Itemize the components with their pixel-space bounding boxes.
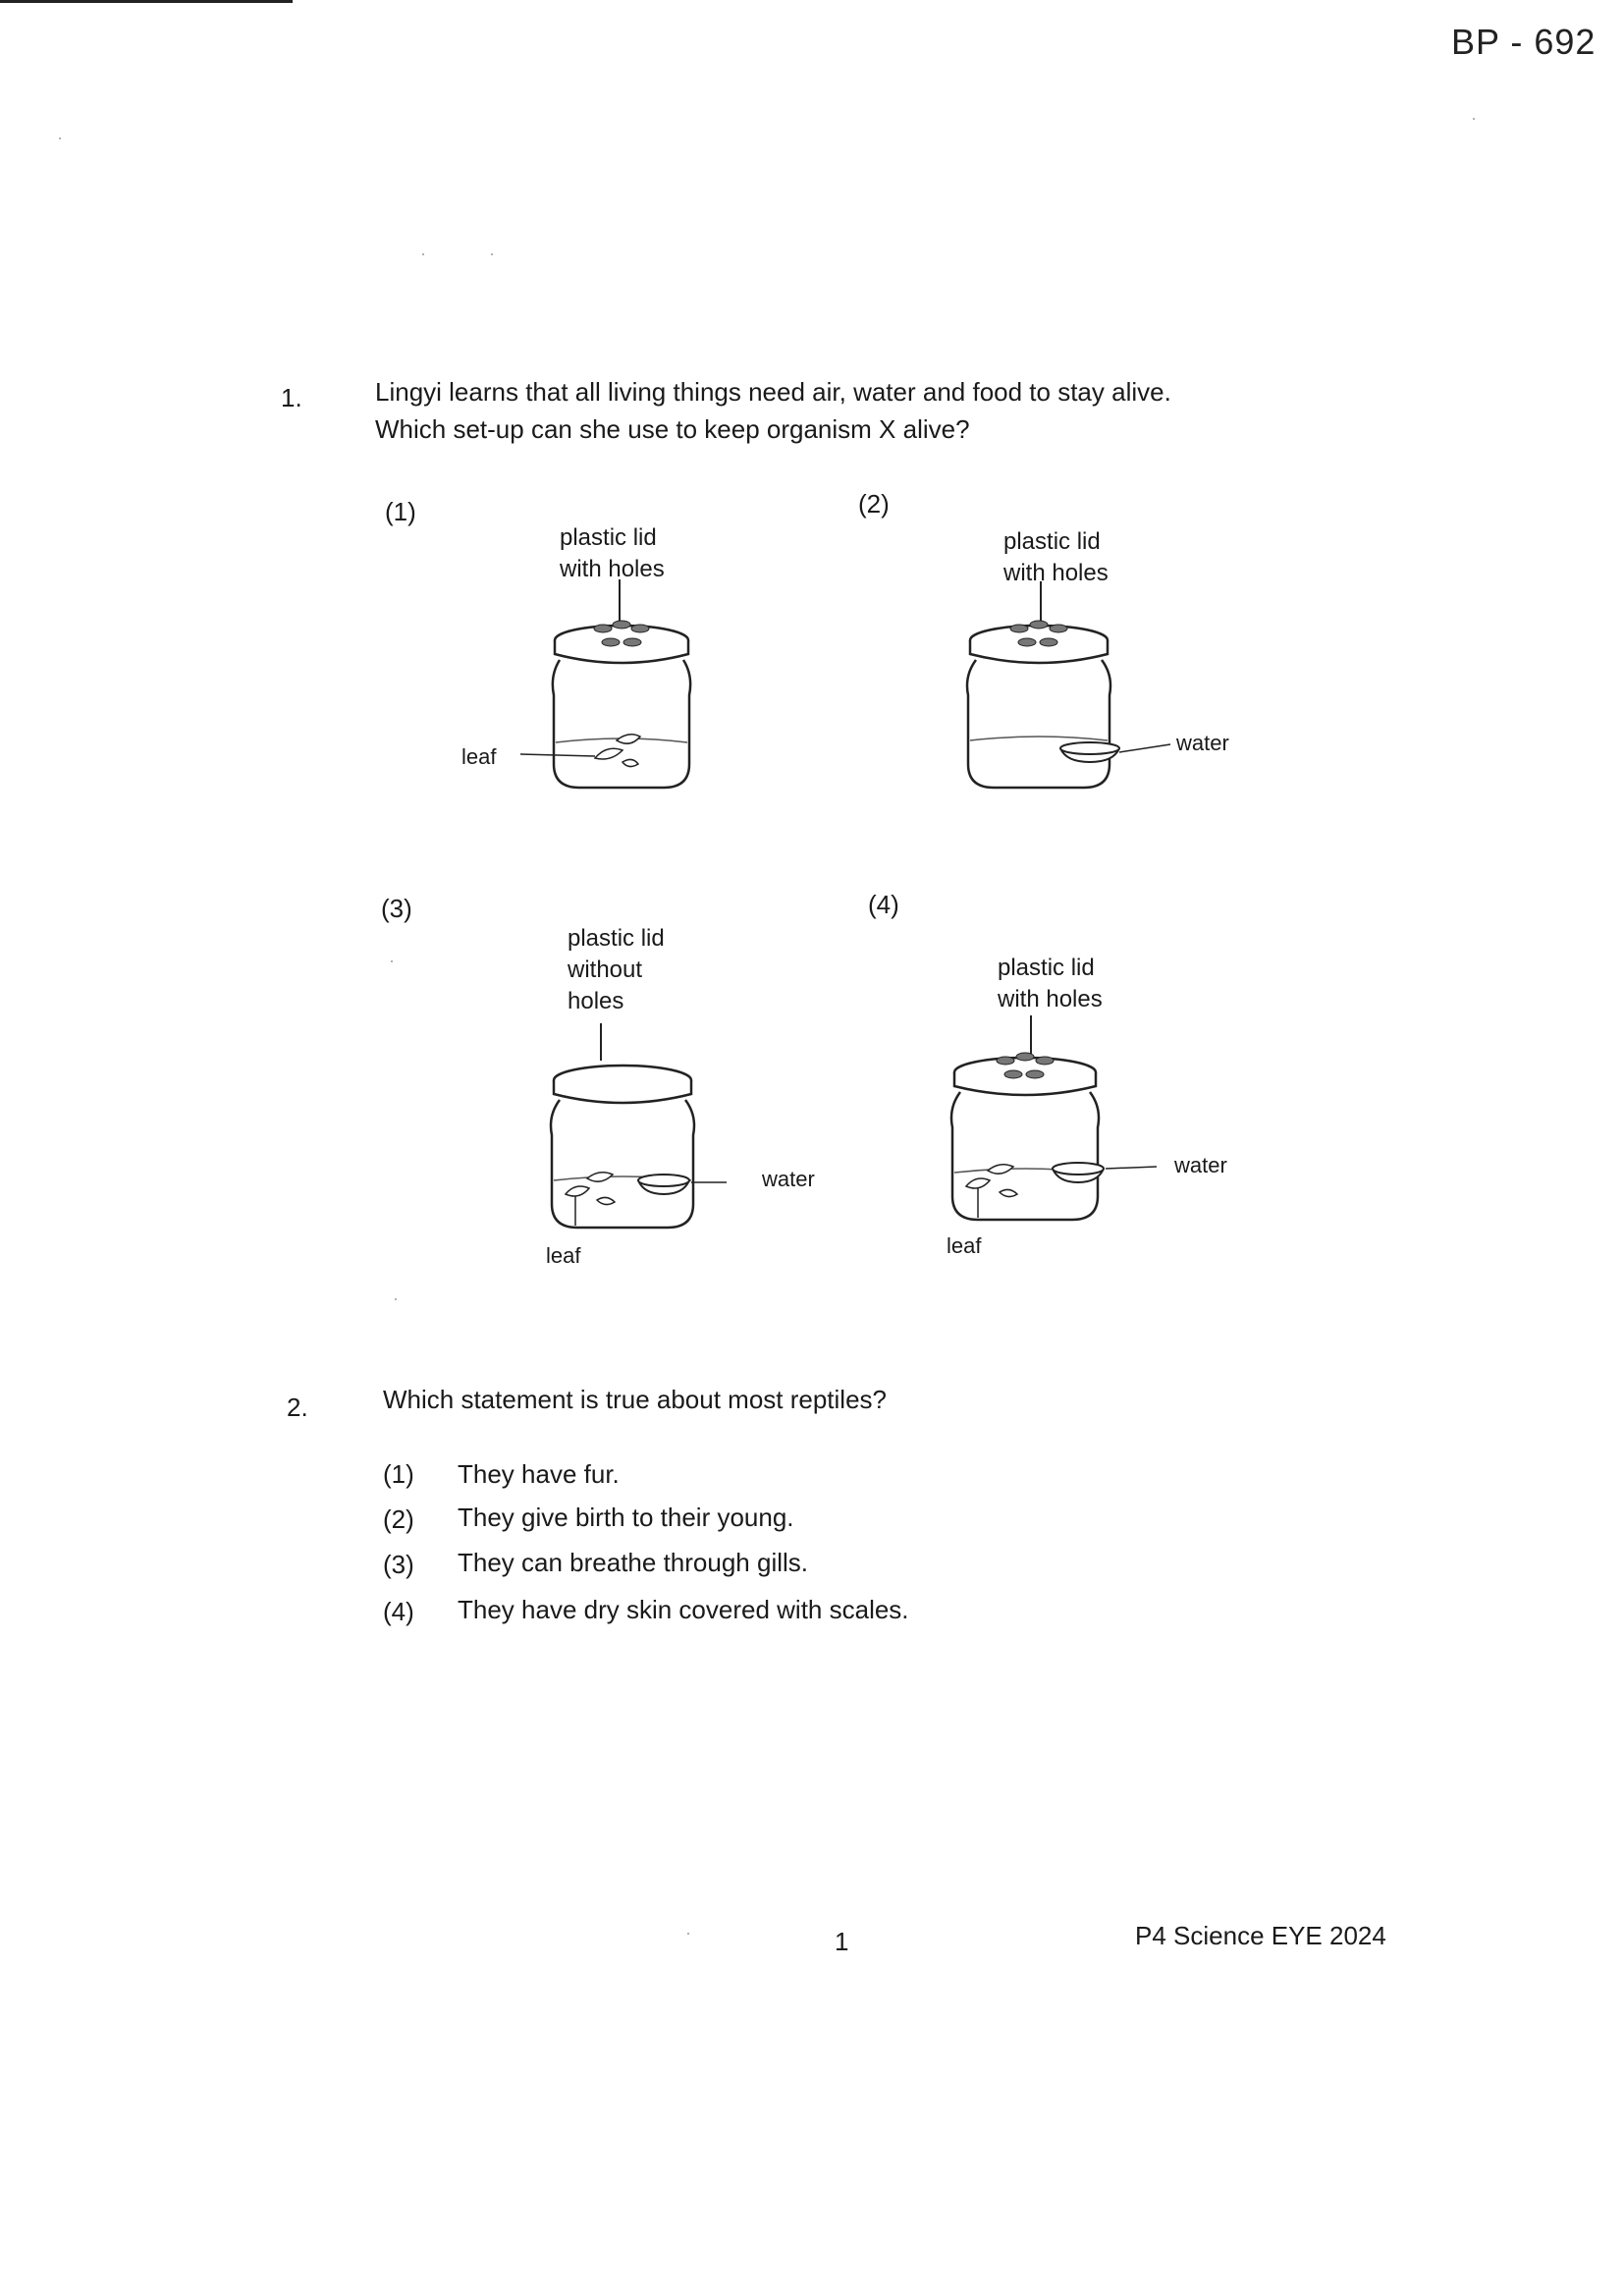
q1-option-3-leaf-label: leaf xyxy=(546,1243,581,1268)
paper-code: BP - 692 xyxy=(1451,22,1597,62)
q1-option-1-jar xyxy=(530,570,766,795)
scan-speck xyxy=(687,1933,689,1935)
page-number: 1 xyxy=(835,1927,849,1956)
q1-option-3-lid-label-3: holes xyxy=(568,988,624,1014)
question-1-line-1: Lingyi learns that all living things need air, water and food to stay alive. xyxy=(375,377,1171,407)
q1-option-1-leaf-label: leaf xyxy=(461,744,497,769)
q2-option-1-number: (1) xyxy=(383,1459,414,1489)
q1-option-4-lid-label-1: plastic lid xyxy=(998,955,1095,981)
q1-option-3-lid-label-2: without xyxy=(568,957,643,983)
q1-option-1-number: (1) xyxy=(385,497,416,526)
q1-option-1-lid-label-2: with holes xyxy=(560,556,665,582)
scan-speck xyxy=(395,1298,397,1300)
scan-speck xyxy=(1473,118,1475,120)
exam-name: P4 Science EYE 2024 xyxy=(1135,1921,1386,1950)
top-edge-line xyxy=(0,0,293,3)
q1-option-3-number: (3) xyxy=(381,894,412,923)
question-1-line-2: Which set-up can she use to keep organism X alive? xyxy=(375,414,970,444)
q2-option-3-number: (3) xyxy=(383,1550,414,1579)
q2-option-2-text: They give birth to their young. xyxy=(458,1503,794,1532)
q1-option-4-lid-label-2: with holes xyxy=(998,986,1103,1012)
q1-option-4-jar xyxy=(919,1008,1214,1233)
scan-speck xyxy=(59,137,61,139)
q1-option-2-lid-label-2: with holes xyxy=(1003,560,1109,586)
scan-speck xyxy=(422,253,424,255)
question-1-number: 1. xyxy=(281,383,302,412)
q1-option-4-number: (4) xyxy=(868,890,899,919)
q2-option-4-text: They have dry skin covered with scales. xyxy=(458,1595,909,1624)
q1-option-2-lid-label-1: plastic lid xyxy=(1003,528,1101,555)
question-2-text: Which statement is true about most reptiles? xyxy=(383,1385,888,1414)
q1-option-3-water-label: water xyxy=(762,1167,815,1191)
q1-option-2-number: (2) xyxy=(858,489,890,519)
q1-option-4-water-label: water xyxy=(1174,1153,1227,1177)
q2-option-2-number: (2) xyxy=(383,1504,414,1534)
q2-option-1-text: They have fur. xyxy=(458,1459,620,1489)
scan-speck xyxy=(491,253,493,255)
q1-option-1-lid-label-1: plastic lid xyxy=(560,524,657,551)
question-2-number: 2. xyxy=(287,1393,308,1422)
q1-option-4-leaf-label: leaf xyxy=(947,1233,982,1258)
q1-option-3-jar xyxy=(530,1013,785,1239)
q1-option-2-jar xyxy=(923,572,1178,797)
q1-option-2-water-label: water xyxy=(1176,731,1229,755)
q2-option-3-text: They can breathe through gills. xyxy=(458,1548,808,1577)
scan-speck xyxy=(391,960,393,962)
q1-option-3-lid-label-1: plastic lid xyxy=(568,925,665,952)
q2-option-4-number: (4) xyxy=(383,1597,414,1626)
